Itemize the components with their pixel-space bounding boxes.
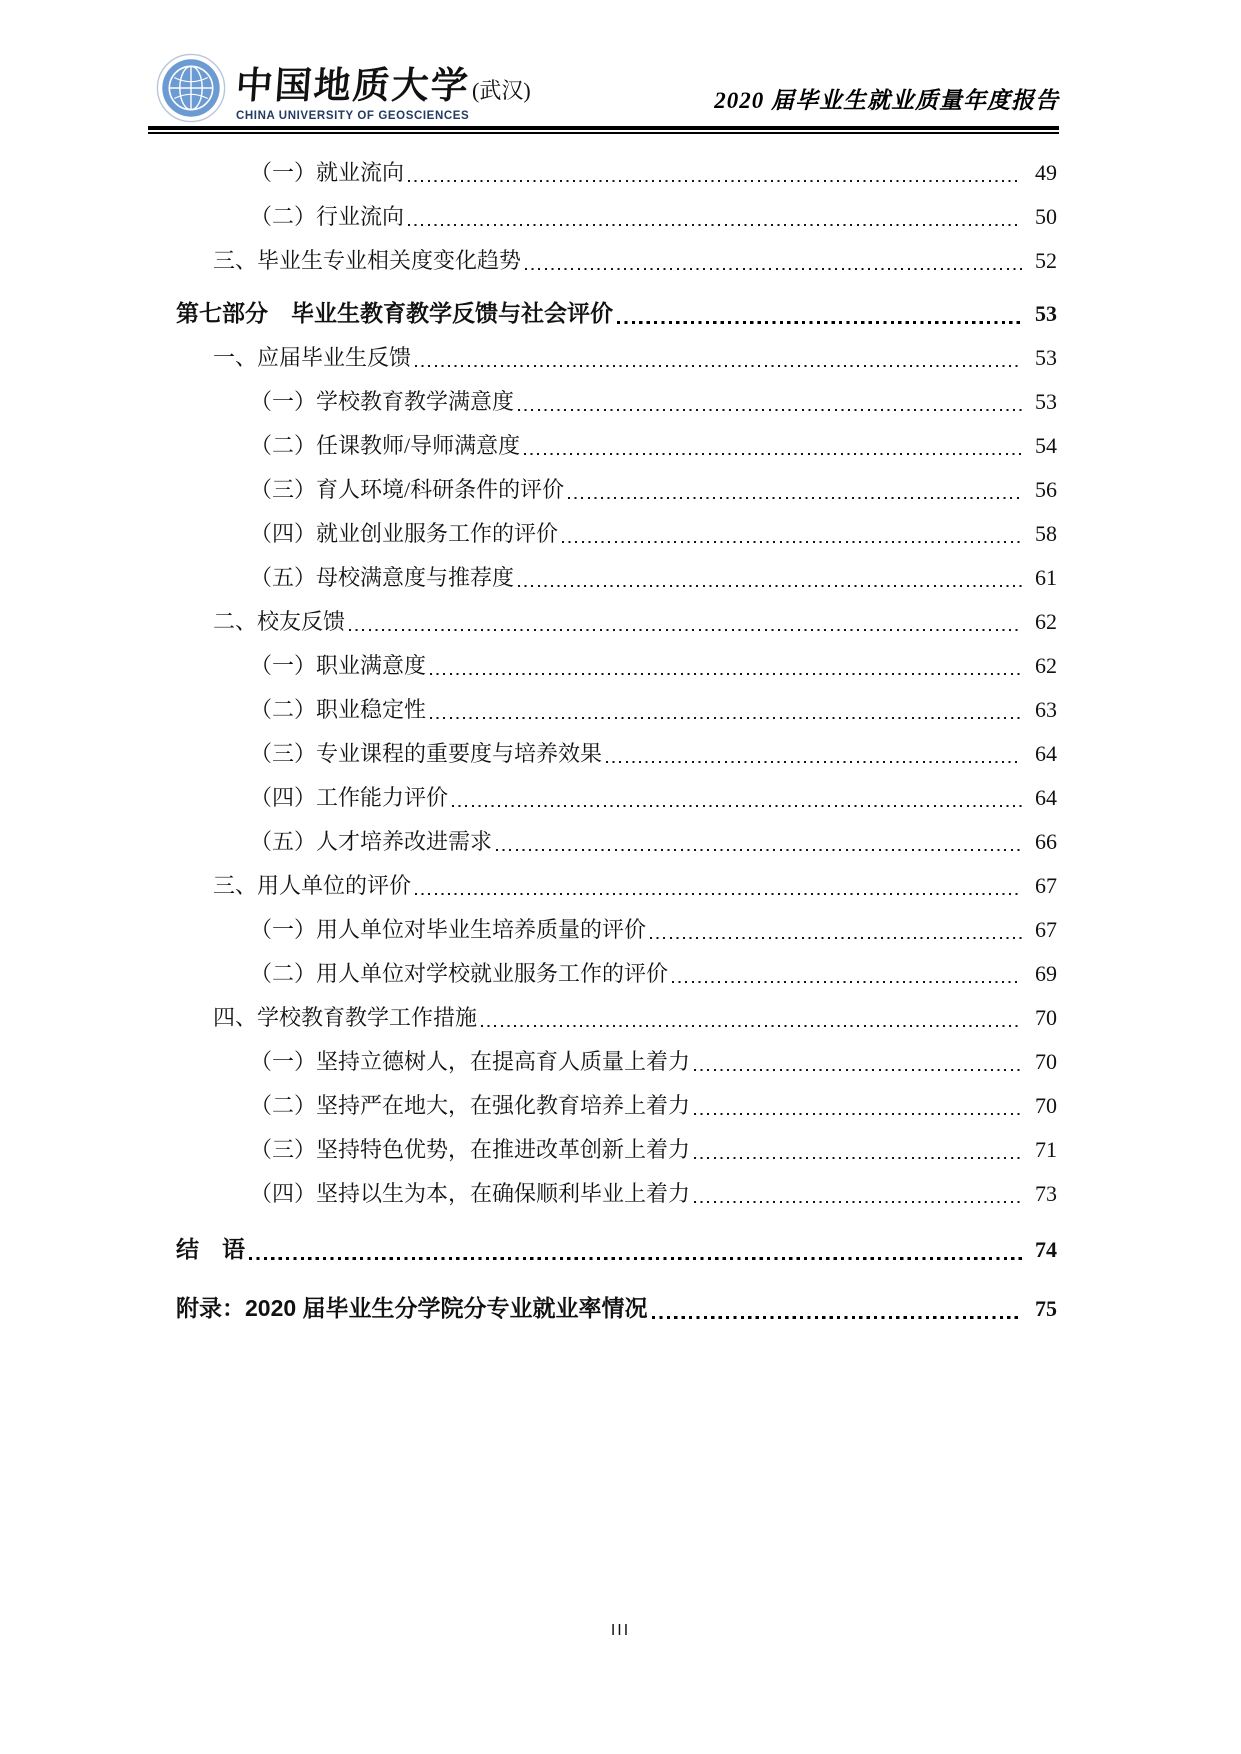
university-logo-icon	[156, 53, 226, 123]
toc-entry-label: （二）职业稳定性	[250, 697, 427, 722]
header-divider	[148, 126, 1059, 134]
toc-entry[interactable]	[150, 950, 1057, 994]
toc-entry-label: （一）用人单位对毕业生培养质量的评价	[250, 917, 647, 942]
toc-entry-label: 三、毕业生专业相关度变化趋势	[213, 248, 522, 273]
toc-leader-dots	[568, 497, 1022, 499]
toc-leader-dots	[249, 1257, 1022, 1260]
toc-leader-dots	[452, 805, 1022, 807]
header-divider-thick-line	[148, 126, 1059, 130]
header-divider-thin-line	[148, 132, 1059, 134]
toc-entry-page: 53	[1035, 389, 1057, 414]
toc-entry-page: 64	[1035, 741, 1057, 766]
toc-entry[interactable]	[150, 994, 1057, 1038]
toc-entry[interactable]	[150, 906, 1057, 950]
toc-entry[interactable]	[150, 862, 1057, 906]
toc-leader-dots	[430, 717, 1022, 719]
toc-entry[interactable]	[150, 466, 1057, 510]
toc-leader-dots	[430, 673, 1022, 675]
toc-entry[interactable]	[150, 1285, 1057, 1329]
toc-entry[interactable]	[150, 1170, 1057, 1214]
toc-entry-page: 62	[1035, 609, 1057, 634]
toc-entry-page: 67	[1035, 917, 1057, 942]
toc-entry-page: 67	[1035, 873, 1057, 898]
toc-entry-label: （二）行业流向	[250, 204, 405, 229]
toc-entry-page: 69	[1035, 961, 1057, 986]
toc-entry[interactable]	[150, 149, 1057, 193]
toc-entry-label: 结 语	[176, 1236, 245, 1262]
university-name-block	[236, 55, 531, 122]
toc-entry-label: （二）坚持严在地大，在强化教育培养上着力	[250, 1093, 691, 1118]
table-of-contents	[150, 149, 1057, 1329]
toc-entry[interactable]	[150, 1226, 1057, 1270]
toc-entry[interactable]	[150, 193, 1057, 237]
toc-entry-label: （一）学校教育教学满意度	[250, 389, 515, 414]
toc-entry-label: 第七部分 毕业生教育教学反馈与社会评价	[176, 300, 613, 326]
toc-entry-page: 71	[1035, 1137, 1057, 1162]
toc-entry-page: 53	[1035, 301, 1057, 326]
toc-leader-dots	[694, 1157, 1022, 1159]
toc-entry-page: 54	[1035, 433, 1057, 458]
toc-entry[interactable]	[150, 1038, 1057, 1082]
toc-entry-label: 二、校友反馈	[213, 609, 346, 634]
toc-entry-label: （一）就业流向	[250, 160, 405, 185]
toc-entry-page: 70	[1035, 1005, 1057, 1030]
toc-entry-label: （四）工作能力评价	[250, 785, 449, 810]
toc-entry[interactable]	[150, 237, 1057, 281]
toc-entry[interactable]	[150, 554, 1057, 598]
toc-entry[interactable]	[150, 686, 1057, 730]
toc-entry-label: （四）就业创业服务工作的评价	[250, 521, 559, 546]
toc-entry-label: （三）专业课程的重要度与培养效果	[250, 741, 603, 766]
toc-entry-page: 49	[1035, 160, 1057, 185]
university-name-en: CHINA UNIVERSITY OF GEOSCIENCES	[236, 109, 470, 122]
toc-leader-dots	[481, 1025, 1022, 1027]
toc-entry[interactable]	[150, 730, 1057, 774]
toc-entry[interactable]	[150, 378, 1057, 422]
toc-entry-label: 四、学校教育教学工作措施	[213, 1005, 478, 1030]
toc-leader-dots	[694, 1113, 1022, 1115]
toc-leader-dots	[349, 629, 1022, 631]
toc-entry-page: 52	[1035, 248, 1057, 273]
university-campus: (武汉)	[472, 77, 531, 103]
toc-entry-page: 73	[1035, 1181, 1057, 1206]
toc-leader-dots	[518, 409, 1022, 411]
toc-entry[interactable]	[150, 1126, 1057, 1170]
toc-entry[interactable]	[150, 334, 1057, 378]
toc-entry-page: 63	[1035, 697, 1057, 722]
university-brand	[156, 53, 531, 123]
toc-entry-label: 一、应届毕业生反馈	[213, 345, 412, 370]
toc-leader-dots	[694, 1069, 1022, 1071]
toc-entry[interactable]	[150, 510, 1057, 554]
toc-entry-page: 56	[1035, 477, 1057, 502]
toc-entry-label: （一）职业满意度	[250, 653, 427, 678]
toc-entry[interactable]	[150, 642, 1057, 686]
toc-entry-label: （五）人才培养改进需求	[250, 829, 493, 854]
toc-entry-page: 58	[1035, 521, 1057, 546]
toc-entry-page: 64	[1035, 785, 1057, 810]
toc-leader-dots	[496, 849, 1022, 851]
toc-entry-label: （二）任课教师/导师满意度	[250, 433, 521, 458]
toc-entry-page: 70	[1035, 1093, 1057, 1118]
toc-entry-label: 附录：2020 届毕业生分学院分专业就业率情况	[176, 1295, 648, 1321]
toc-leader-dots	[617, 321, 1022, 324]
toc-entry-label: （四）坚持以生为本，在确保顺利毕业上着力	[250, 1181, 691, 1206]
toc-entry[interactable]	[150, 422, 1057, 466]
toc-entry[interactable]	[150, 1082, 1057, 1126]
toc-entry-label: （一）坚持立德树人，在提高育人质量上着力	[250, 1049, 691, 1074]
toc-entry-label: （三）育人环境/科研条件的评价	[250, 477, 565, 502]
toc-leader-dots	[408, 224, 1022, 226]
toc-entry-label: （五）母校满意度与推荐度	[250, 565, 515, 590]
toc-entry[interactable]	[150, 818, 1057, 862]
toc-entry-page: 50	[1035, 204, 1057, 229]
toc-entry-label: 三、用人单位的评价	[213, 873, 412, 898]
university-name-zh: 中国地质大学	[234, 65, 472, 107]
toc-entry-page: 70	[1035, 1049, 1057, 1074]
toc-leader-dots	[672, 981, 1022, 983]
toc-entry-page: 74	[1035, 1237, 1057, 1262]
toc-entry-page: 66	[1035, 829, 1057, 854]
toc-entry-page: 53	[1035, 345, 1057, 370]
toc-entry-label: （二）用人单位对学校就业服务工作的评价	[250, 961, 669, 986]
toc-leader-dots	[652, 1316, 1022, 1319]
toc-leader-dots	[694, 1201, 1022, 1203]
toc-entry[interactable]	[150, 774, 1057, 818]
toc-leader-dots	[650, 937, 1022, 939]
toc-leader-dots	[524, 453, 1022, 455]
toc-leader-dots	[518, 585, 1022, 587]
toc-leader-dots	[525, 268, 1022, 270]
toc-entry[interactable]	[150, 598, 1057, 642]
toc-entry[interactable]	[150, 290, 1057, 334]
toc-entry-page: 75	[1035, 1296, 1057, 1321]
toc-entry-page: 62	[1035, 653, 1057, 678]
toc-leader-dots	[415, 365, 1022, 367]
toc-leader-dots	[408, 180, 1022, 182]
toc-entry-page: 61	[1035, 565, 1057, 590]
toc-leader-dots	[606, 761, 1022, 763]
page-number: III	[610, 1622, 631, 1639]
toc-leader-dots	[415, 893, 1022, 895]
toc-leader-dots	[562, 541, 1022, 543]
report-title: 2020 届毕业生就业质量年度报告	[714, 88, 1059, 113]
toc-entry-label: （三）坚持特色优势，在推进改革创新上着力	[250, 1137, 691, 1162]
